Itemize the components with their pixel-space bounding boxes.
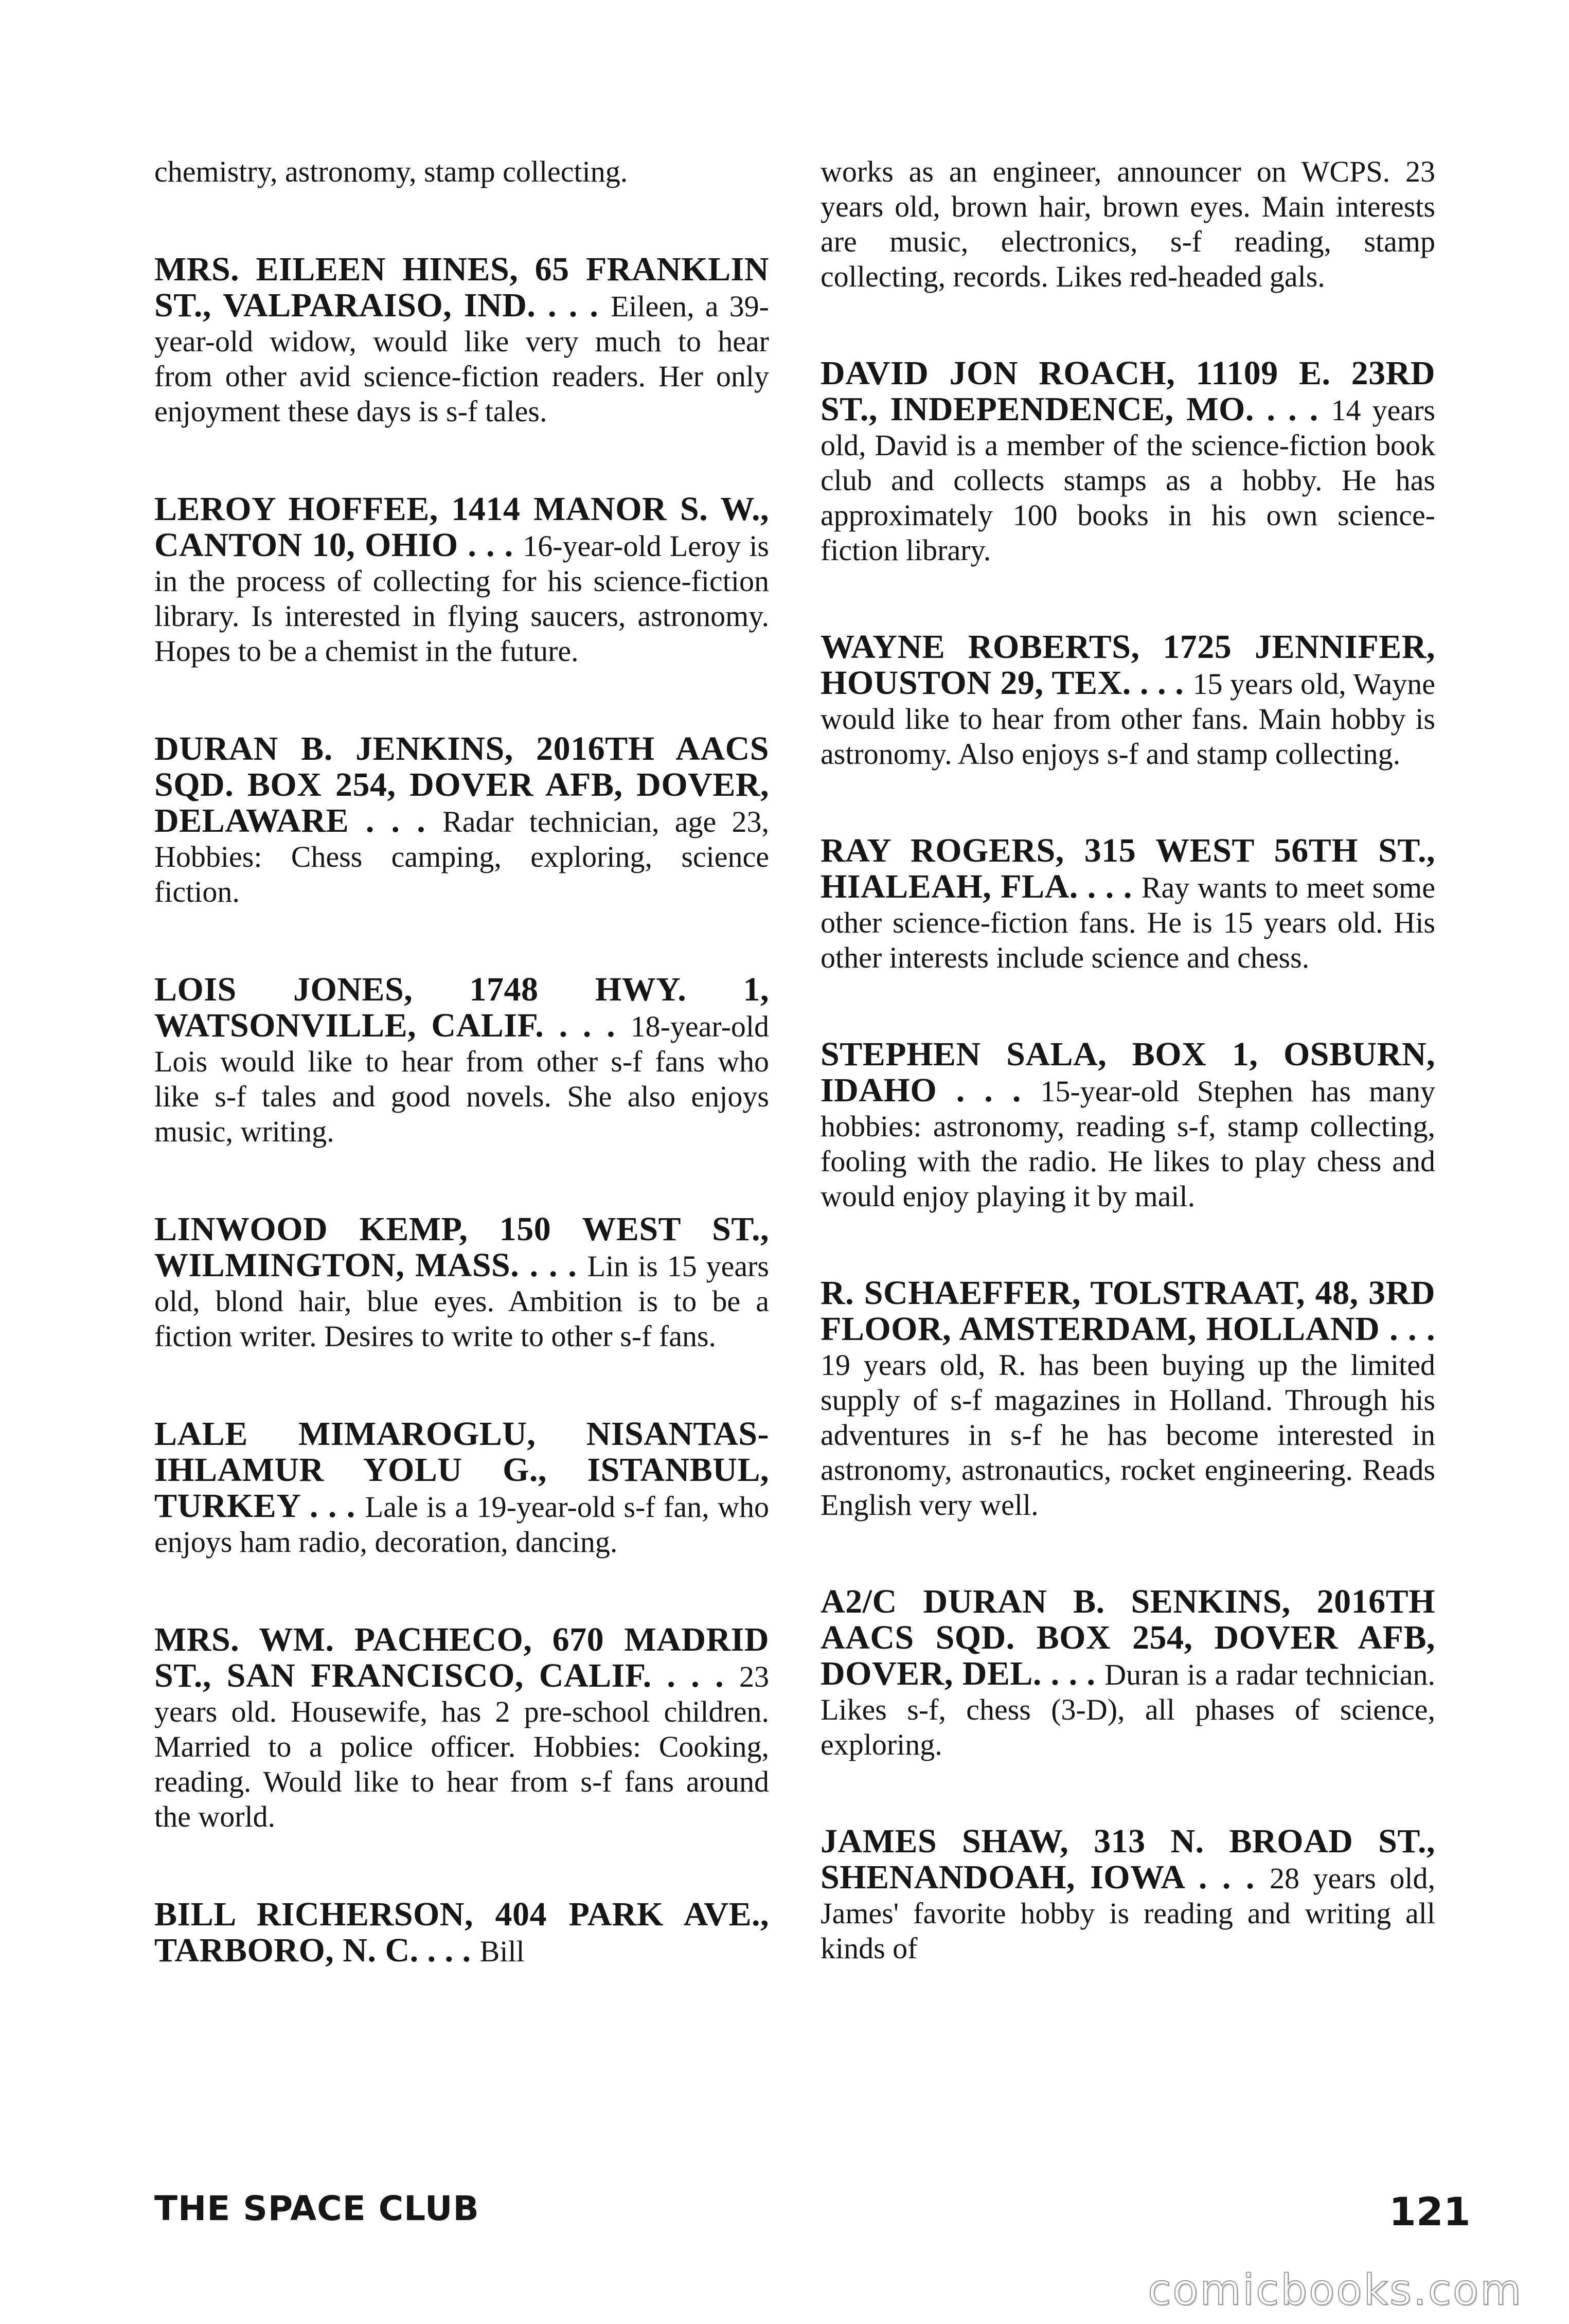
entry-name-address: DAVID JON ROACH, 11109 E. 23RD ST., INDEPENDENCE, MO. . . .	[821, 354, 1435, 428]
pen-pal-entry	[821, 630, 1435, 772]
entry-name-address: MRS. EILEEN HINES, 65 FRANKLIN ST., VALPARAISO, IND. . . .	[154, 251, 769, 324]
pen-pal-entry	[154, 1622, 769, 1834]
entry-name-address: WAYNE ROBERTS, 1725 JENNIFER, HOUSTON 29, TEX. . . .	[821, 628, 1435, 702]
entry-description: 16-year-old Leroy is in the process of collecting for his science-fiction library. Is interested in flying saucers, astronomy. Hopes to be a chemist in the future.	[154, 529, 770, 668]
pen-pal-entry	[821, 833, 1435, 975]
entry-description: 14 years old, David is a member of the science-fiction book club and collects stamps as a hobby. He has approximately 100 books in his own science-fiction library.	[821, 394, 1435, 567]
pen-pal-entry	[821, 356, 1435, 568]
entry-description: 19 years old, R. has been buying up the limited supply of s-f magazines in Holland. Through his adventures in s-f he has become interested in astronomy, astronautics, rocket engineering. Reads English very well.	[821, 1348, 1435, 1522]
entry-description: 15 years old, Wayne would like to hear from other fans. Main hobby is astronomy. Also enjoys s-f and stamp collecting.	[821, 667, 1436, 771]
entry-name-address: BILL RICHERSON, 404 PARK AVE., TARBORO, N. C. . . .	[154, 1896, 769, 1969]
entry-name-address: MRS. WM. PACHECO, 670 MADRID ST., SAN FRANCISCO, CALIF. . . .	[154, 1621, 769, 1694]
left-column	[154, 154, 769, 2032]
entry-description: Bill	[479, 1935, 525, 1968]
pen-pal-entry	[154, 1897, 769, 1969]
entry-name-address: LINWOOD KEMP, 150 WEST ST., WILMINGTON, MASS. . . .	[154, 1210, 769, 1284]
page-number: 121	[1389, 2189, 1471, 2234]
entry-name-address: R. SCHAEFFER, TOLSTRAAT, 48, 3RD FLOOR, AMSTERDAM, HOLLAND . . .	[821, 1274, 1435, 1348]
right-column	[821, 154, 1435, 2028]
entry-description: 28 years old, James' favorite hobby is reading and writing all kinds of	[821, 1862, 1435, 1965]
pen-pal-entry	[154, 972, 769, 1149]
entry-description: Radar technician, age 23, Hobbies: Chess camping, exploring, science fiction.	[154, 805, 769, 908]
entry-continuation: chemistry, astronomy, stamp collecting.	[154, 155, 628, 188]
entry-continuation: works as an engineer, announcer on WCPS. 23 years old, brown hair, brown eyes. Main interests are music, electronics, s-f reading, stamp collecting, records. Likes red-headed gals.	[821, 155, 1435, 293]
section-title-footer: THE SPACE CLUB	[154, 2189, 479, 2228]
entry-name-address: DURAN B. JENKINS, 2016TH AACS SQD. BOX 254, DOVER AFB, DOVER, DELAWARE . . .	[154, 730, 769, 839]
pen-pal-entry	[821, 1584, 1435, 1762]
entry-description: 23 years old. Housewife, has 2 pre-school children. Married to a police officer. Hobbies: Cooking, reading. Would like to hear from s-f fans around the world.	[154, 1660, 769, 1833]
pen-pal-entry	[154, 1212, 769, 1354]
entry-name-address: JAMES SHAW, 313 N. BROAD ST., SHENANDOAH, IOWA . . .	[821, 1822, 1435, 1896]
entry-name-address: LALE MIMAROGLU, NISANTAS-IHLAMUR YOLU G., ISTANBUL, TURKEY . . .	[154, 1415, 769, 1525]
entry-name-address: LOIS JONES, 1748 HWY. 1, WATSONVILLE, CALIF. . . .	[154, 971, 769, 1044]
pen-pal-entry	[821, 1824, 1435, 1966]
entry-description: Duran is a radar technician. Likes s-f, chess (3-D), all phases of science, exploring.	[821, 1658, 1435, 1761]
watermark: comicbooks.com	[1148, 2266, 1523, 2315]
entry-description: Lale is a 19-year-old s-f fan, who enjoys ham radio, decoration, dancing.	[154, 1490, 770, 1559]
entry-description: Eileen, a 39-year-old widow, would like very much to hear from other avid science-fiction readers. Her only enjoyment these days is s-f tales.	[154, 290, 769, 428]
pen-pal-entry	[154, 731, 769, 909]
entry-name-address: A2/C DURAN B. SENKINS, 2016TH AACS SQD. BOX 254, DOVER AFB, DOVER, DEL. . . .	[821, 1583, 1435, 1692]
entry-description: 18-year-old Lois would like to hear from other s-f fans who like s-f tales and good novels. She also enjoys music, writing.	[154, 1010, 769, 1148]
entry-name-address: LEROY HOFFEE, 1414 MANOR S. W., CANTON 10, OHIO . . .	[154, 490, 769, 564]
pen-pal-entry	[821, 1276, 1435, 1523]
entry-description: 15-year-old Stephen has many hobbies: astronomy, reading s-f, stamp collecting, fooling with the radio. He likes to play chess and would enjoy playing it by mail.	[821, 1075, 1436, 1213]
entry-description: Lin is 15 years old, blond hair, blue eyes. Ambition is to be a fiction writer. Desires to write to other s-f fans.	[154, 1249, 769, 1353]
pen-pal-entry	[821, 1037, 1435, 1214]
pen-pal-entry	[154, 252, 769, 429]
pen-pal-entry	[154, 492, 769, 669]
pen-pal-entry	[154, 1417, 769, 1560]
entry-name-address: RAY ROGERS, 315 WEST 56TH ST., HIALEAH, FLA. . . .	[821, 832, 1435, 905]
entry-description: Ray wants to meet some other science-fiction fans. He is 15 years old. His other interests include science and chess.	[821, 871, 1435, 974]
entry-name-address: STEPHEN SALA, BOX 1, OSBURN, IDAHO . . .	[821, 1035, 1435, 1109]
